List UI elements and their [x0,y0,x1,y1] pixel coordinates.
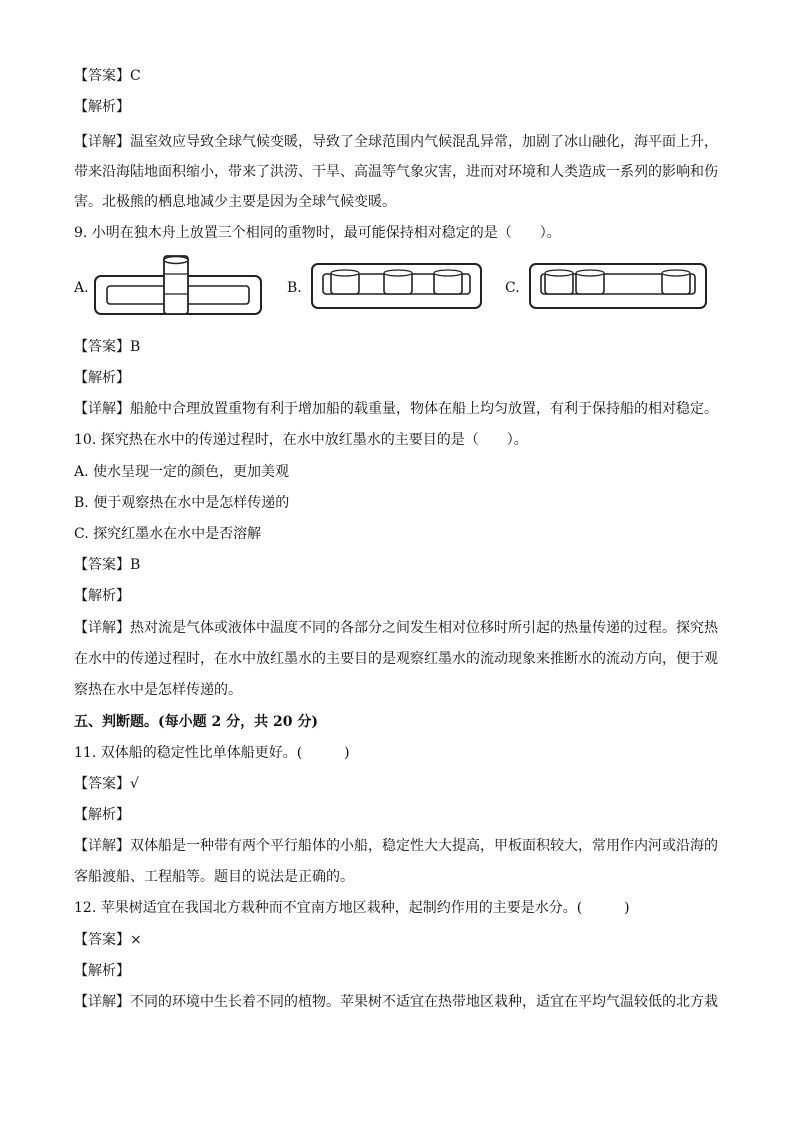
q11-analysis-label: 【解析】 [74,807,130,823]
section-heading-judgment: 五、判断题。(每小题 2 分，共 20 分) [74,714,318,730]
q10-analysis-label: 【解析】 [74,588,130,604]
q9-option-a-label: A. [74,280,89,296]
q8-detail-line-3: 害。北极熊的栖息地减少主要是因为全球气候变暖。 [74,194,396,210]
q11-answer: 【答案】√ [74,776,139,792]
weight-stack [164,256,188,314]
q10-detail-line-1: 【详解】热对流是气体或液体中温度不同的各部分之间发生相对位移时所引起的热量传递的过程。探究热 [74,620,718,636]
q10-question: 10. 探究热在水中的传递过程时，在水中放红墨水的主要目的是（ ）。 [74,432,528,448]
q12-detail-line-1: 【详解】不同的环境中生长着不同的植物。苹果树不适宜在热带地区栽种，适宜在平均气温较低的北方栽 [74,994,718,1010]
q9-analysis-label: 【解析】 [74,370,130,386]
q8-analysis-label: 【解析】 [74,99,130,115]
q10-detail-line-3: 察热在水中是怎样传递的。 [74,682,242,698]
q12-question: 12. 苹果树适宜在我国北方栽种而不宜南方地区栽种，起制约作用的主要是水分。( ) [74,900,630,916]
q11-question: 11. 双体船的稳定性比单体船更好。( ) [74,745,350,761]
q12-answer: 【答案】× [74,932,142,948]
q10-option-c: C. 探究红墨水在水中是否溶解 [74,526,262,542]
q8-detail-line-2: 带来沿海陆地面积缩小，带来了洪涝、干旱、高温等气象灾害，进而对环境和人类造成一系列的影响和伤 [74,164,718,180]
q11-detail-line-1: 【详解】双体船是一种带有两个平行船体的小船，稳定性大大提高，甲板面积较大，常用作内河或沿海的 [74,838,718,854]
q9-option-c-label: C. [505,280,520,296]
canoe-figure-c [527,254,709,318]
canoe-figure-a [92,254,264,318]
q12-analysis-label: 【解析】 [74,963,130,979]
q9-option-b-label: B. [287,280,302,296]
canoe-figure-b [309,254,484,318]
q9-answer: 【答案】B [74,339,141,355]
q10-answer: 【答案】B [74,557,141,573]
q8-detail-line-1: 【详解】温室效应导致全球气候变暖，导致了全球范围内气候混乱异常，加剧了冰山融化，海平面上升， [74,134,718,150]
q11-detail-line-2: 客船渡船、工程船等。题目的说法是正确的。 [74,869,354,885]
q8-answer: 【答案】C [74,68,141,84]
q9-detail-line-1: 【详解】船舱中合理放置重物有利于增加船的载重量，物体在船上均匀放置，有利于保持船的相对稳定。 [74,401,718,417]
q10-option-b: B. 便于观察热在水中是怎样传递的 [74,495,290,511]
q9-question: 9. 小明在独木舟上放置三个相同的重物时，最可能保持相对稳定的是（ ）。 [74,225,561,241]
q10-detail-line-2: 在水中的传递过程时，在水中放红墨水的主要目的是观察红墨水的流动现象来推断水的流动方向，便于观 [74,651,718,667]
q10-option-a: A. 使水呈现一定的颜色，更加美观 [74,464,290,480]
